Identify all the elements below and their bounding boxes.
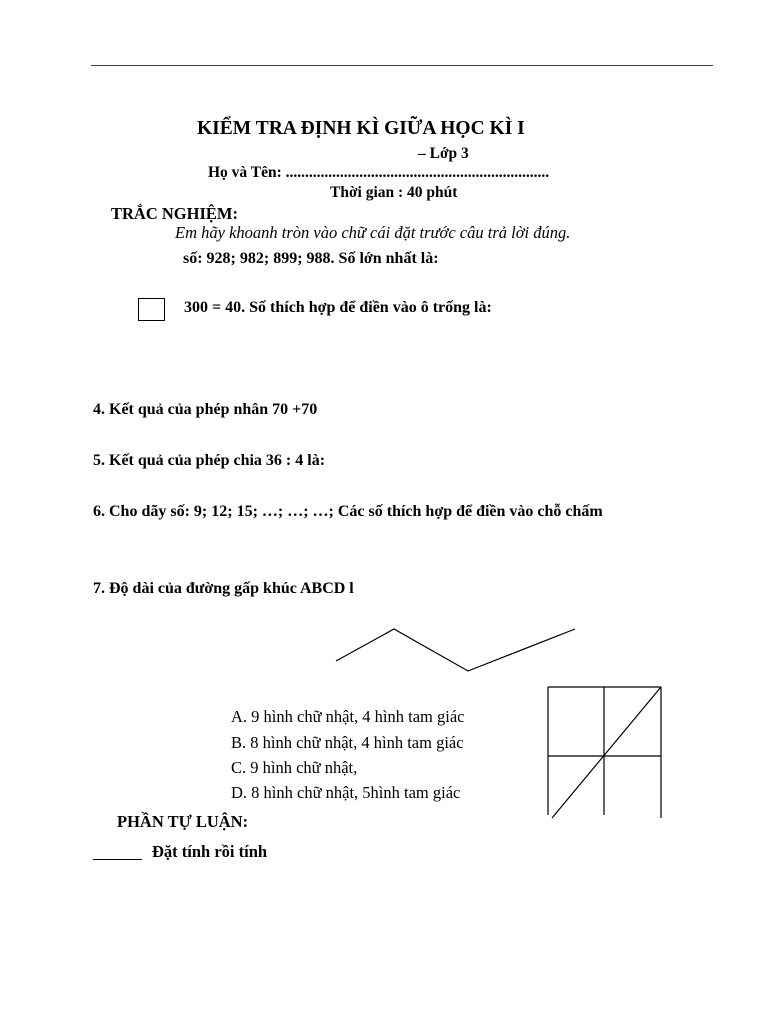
- question-6: 6. Cho dãy số: 9; 12; 15; …; …; …; Các số thích hợp để điền vào chỗ chấm: [93, 503, 603, 520]
- essay-task: Đặt tính rồi tính: [152, 842, 268, 861]
- option-a[interactable]: A. 9 hình chữ nhật, 4 hình tam giác: [231, 707, 465, 726]
- top-rule: [91, 65, 713, 66]
- time-label: Thời gian : 40 phút: [330, 184, 458, 201]
- question-2: 300 = 40. Số thích hợp để điền vào ô trống là:: [184, 299, 492, 316]
- student-name-line: Họ và Tên: ....................................................................: [208, 164, 550, 181]
- section-heading-essay: PHẦN TỰ LUẬN:: [117, 812, 249, 831]
- section-heading-multiple-choice: TRẮC NGHIỆM:: [111, 204, 238, 223]
- question-4: 4. Kết quả của phép nhân 70 +70: [93, 401, 318, 418]
- grid-figure: [548, 687, 661, 818]
- answer-box[interactable]: [138, 298, 165, 321]
- grade-label: – Lớp 3: [418, 145, 469, 162]
- option-b[interactable]: B. 8 hình chữ nhật, 4 hình tam giác: [231, 733, 464, 752]
- blank-line: [93, 859, 142, 860]
- broken-line-abcd: [336, 629, 575, 671]
- option-c[interactable]: C. 9 hình chữ nhật,: [231, 758, 358, 777]
- page-title: KIỂM TRA ĐỊNH KÌ GIỮA HỌC KÌ I: [197, 118, 525, 139]
- question-7: 7. Độ dài của đường gấp khúc ABCD l: [93, 580, 354, 597]
- option-d[interactable]: D. 8 hình chữ nhật, 5hình tam giác: [231, 783, 461, 802]
- question-5: 5. Kết quả của phép chia 36 : 4 là:: [93, 452, 326, 469]
- instruction-text: Em hãy khoanh tròn vào chữ cái đặt trước câu trả lời đúng.: [175, 223, 571, 242]
- question-1: số: 928; 982; 899; 988. Số lớn nhất là:: [183, 250, 439, 267]
